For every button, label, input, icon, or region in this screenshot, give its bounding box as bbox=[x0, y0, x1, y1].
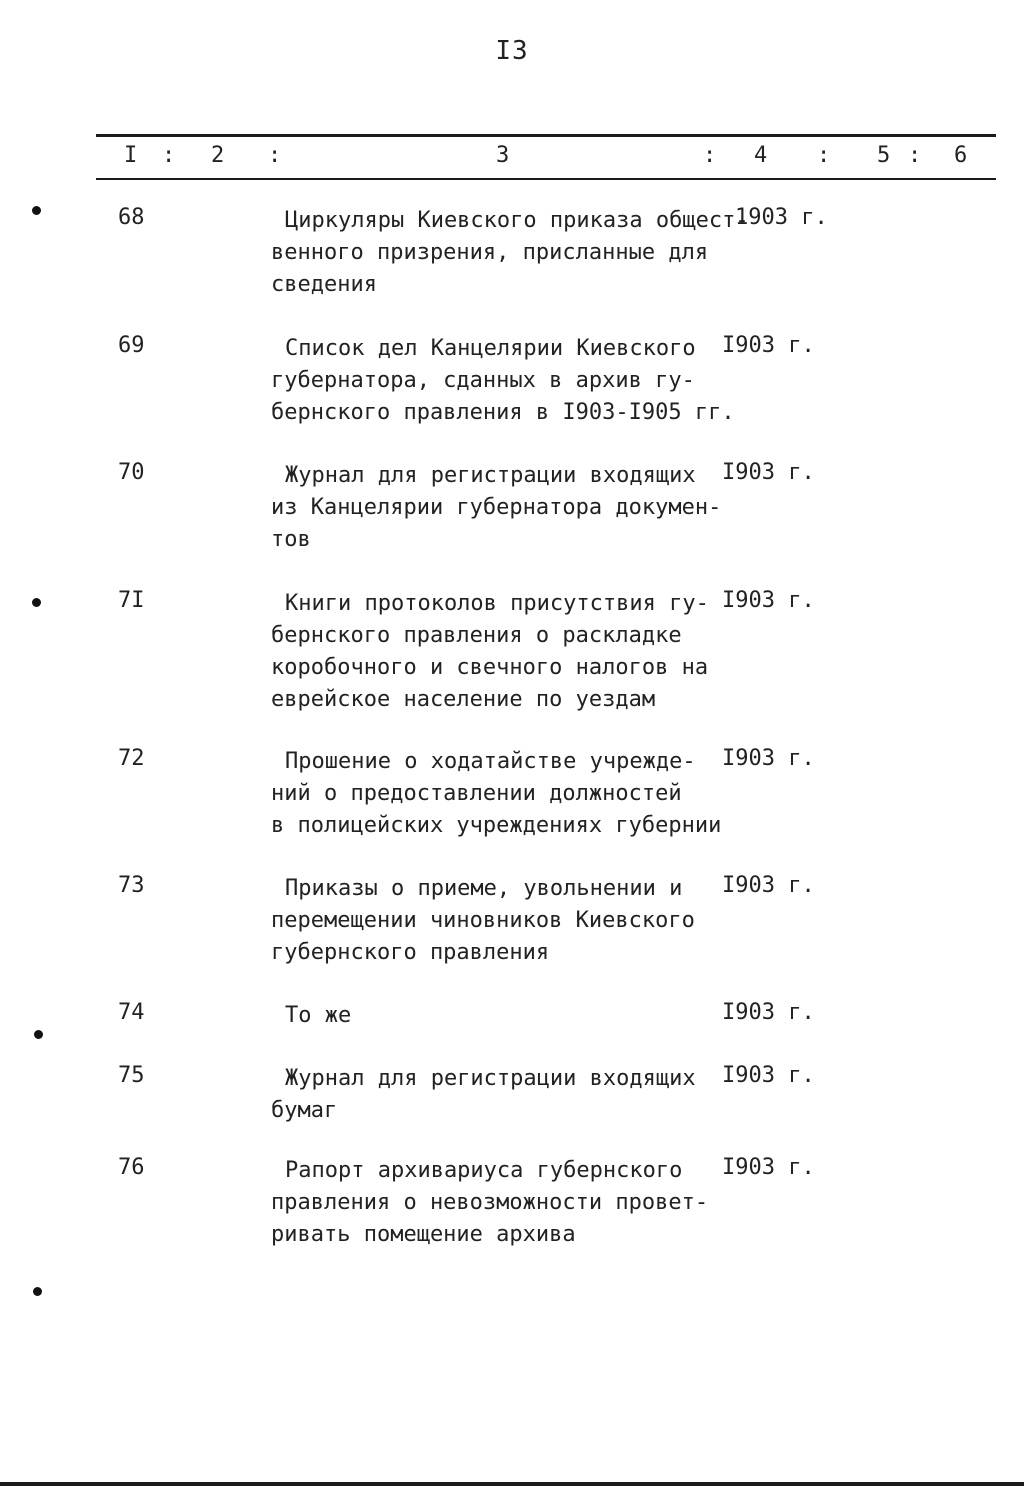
entry-number: 68 bbox=[118, 205, 145, 230]
column-separator: : bbox=[268, 143, 282, 168]
column-header-6: 6 bbox=[954, 143, 968, 168]
table-header-bottom-rule bbox=[96, 178, 996, 180]
column-separator: : bbox=[908, 143, 922, 168]
entry-year: I903 г. bbox=[722, 873, 815, 898]
entry-number: 76 bbox=[118, 1155, 145, 1180]
punch-hole-mark bbox=[34, 1030, 43, 1039]
column-header-5: 5 bbox=[877, 143, 891, 168]
table-header-top-rule bbox=[96, 134, 996, 137]
page-bottom-edge bbox=[0, 1482, 1024, 1486]
entry-year: I903 г. bbox=[722, 333, 815, 358]
entry-number: 72 bbox=[118, 746, 145, 771]
column-header-4: 4 bbox=[754, 143, 768, 168]
entry-title: Список дел Канцелярии Киевского губернатора, сданных в архив гу- бернского правления в I903-I905 гг. bbox=[271, 336, 735, 425]
entry-number: 74 bbox=[118, 1000, 145, 1025]
entry-number: 70 bbox=[118, 460, 145, 485]
entry-year: I903 г. bbox=[722, 1000, 815, 1025]
entry-title: То же bbox=[285, 1003, 352, 1028]
entry-title: Циркуляры Киевского приказа общест- венного призрения, присланные для сведения bbox=[271, 208, 749, 297]
entry-year: I903 г. bbox=[722, 588, 815, 613]
entry-title: Рапорт архивариуса губернского правления о невозможности провет- ривать помещение архива bbox=[271, 1158, 709, 1247]
entry-number: 73 bbox=[118, 873, 145, 898]
page-number: I3 bbox=[495, 36, 529, 66]
entry-year: I903 г. bbox=[722, 1155, 815, 1180]
entry-title: Прошение о ходатайстве учрежде- ний о предоставлении должностей в полицейских учреждениях губернии bbox=[271, 749, 722, 838]
entry-year: I903 г. bbox=[722, 746, 815, 771]
column-separator: : bbox=[162, 143, 176, 168]
entry-number: 69 bbox=[118, 333, 145, 358]
column-header-1: I bbox=[124, 143, 138, 168]
entry-year: 1903 г. bbox=[735, 205, 828, 230]
column-header-2: 2 bbox=[211, 143, 225, 168]
entry-title: Книги протоколов присутствия гу- бернского правления о раскладке коробочного и свечного налогов на еврейское население по уездам bbox=[271, 591, 709, 712]
entry-year: I903 г. bbox=[722, 1063, 815, 1088]
punch-hole-mark bbox=[32, 598, 41, 607]
entry-title: Журнал для регистрации входящих бумаг bbox=[271, 1066, 696, 1123]
column-separator: : bbox=[817, 143, 831, 168]
entry-year: I903 г. bbox=[722, 460, 815, 485]
entry-number: 75 bbox=[118, 1063, 145, 1088]
entry-title: Журнал для регистрации входящих из Канцелярии губернатора докумен- тов bbox=[271, 463, 722, 552]
punch-hole-mark bbox=[33, 1287, 42, 1296]
punch-hole-mark bbox=[32, 206, 41, 215]
column-header-3: 3 bbox=[496, 143, 510, 168]
entry-number: 7I bbox=[118, 588, 145, 613]
entry-title: Приказы о приеме, увольнении и перемещении чиновников Киевского губернского правления bbox=[271, 876, 695, 965]
column-separator: : bbox=[703, 143, 717, 168]
